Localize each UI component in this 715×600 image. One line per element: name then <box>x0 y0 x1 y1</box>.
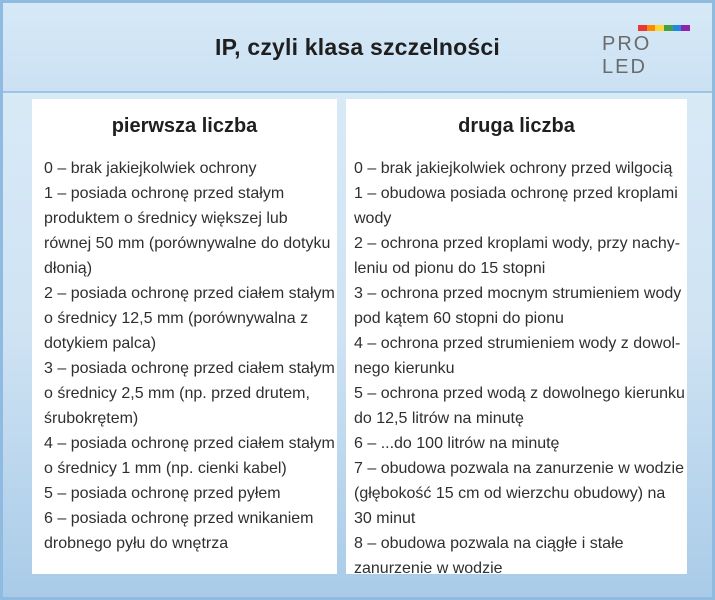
first-digit-entry: 2 – posiada ochronę przed ciałem stałym o średnicy 12,5 mm (porównywalna z dotykiem palca) <box>44 285 335 352</box>
brand-logo <box>602 25 690 78</box>
logo-rainbow-stripes <box>638 25 690 31</box>
second-digit-entry: 1 – obudowa posiada ochronę przed kroplami wody <box>354 185 678 227</box>
first-digit-panel <box>32 99 337 574</box>
second-digit-entry: 6 – ...do 100 litrów na minutę <box>354 435 560 452</box>
logo-stripe-yellow <box>655 25 664 31</box>
second-digit-entry: 5 – ochrona przed wodą z dowolnego kierunku do 12,5 litrów na minutę <box>354 385 685 427</box>
second-digit-heading: druga liczba <box>458 115 575 137</box>
second-digit-entry: 7 – obudowa pozwala na zanurzenie w wodzie (głębokość 15 cm od wierzchu obudowy) na 30 minut <box>354 460 684 527</box>
logo-stripe-blue <box>673 25 682 31</box>
first-digit-entry: 1 – posiada ochronę przed stałym produktem o średnicy większej lub równej 50 mm (porównywalne do dotyku dłonią) <box>44 185 331 277</box>
logo-stripe-purple <box>681 25 690 31</box>
header <box>3 3 712 93</box>
second-digit-entry: 0 – brak jakiejkolwiek ochrony przed wilgocią <box>354 160 673 177</box>
second-digit-entry: 3 – ochrona przed mocnym strumieniem wody pod kątem 60 stopni do pionu <box>354 285 682 327</box>
first-digit-entry: 3 – posiada ochronę przed ciałem stałym o średnicy 2,5 mm (np. przed drutem, śrubokrętem) <box>44 360 335 427</box>
first-digit-entry: 0 – brak jakiejkolwiek ochrony <box>44 160 257 177</box>
page-title: IP, czyli klasa szczelności <box>215 34 500 60</box>
first-digit-entry: 5 – posiada ochronę przed pyłem <box>44 485 281 502</box>
first-digit-heading: pierwsza liczba <box>111 115 258 137</box>
second-digit-entry: 2 – ochrona przed kroplami wody, przy nachy-leniu od pionu do 15 stopni <box>354 235 681 277</box>
first-digit-entry: 4 – posiada ochronę przed ciałem stałym o średnicy 1 mm (np. cienki kabel) <box>44 435 335 477</box>
second-digit-entry: 4 – ochrona przed strumieniem wody z dowol-nego kierunku <box>354 335 681 377</box>
logo-stripe-red <box>638 25 647 31</box>
first-digit-entry: 6 – posiada ochronę przed wnikaniem drobnego pyłu do wnętrza <box>44 510 314 552</box>
second-digit-entry: 8 – obudowa pozwala na ciągłe i stałe zanurzenie w wodzie <box>354 535 624 577</box>
logo-text: PRO LED <box>602 33 652 78</box>
logo-stripe-orange <box>647 25 656 31</box>
second-digit-panel <box>346 99 687 577</box>
logo-stripe-green <box>664 25 673 31</box>
